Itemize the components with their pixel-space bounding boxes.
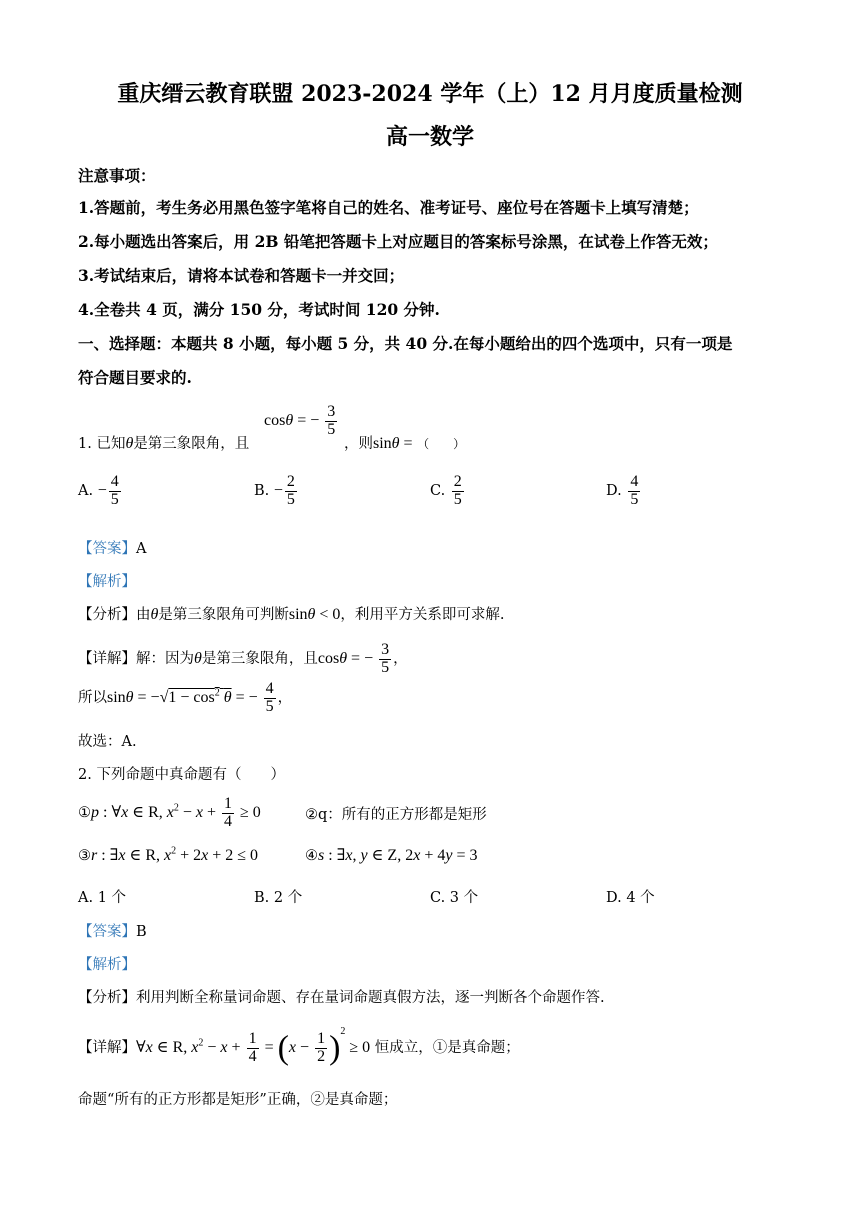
q2-prop-4: ④s : ∃x, y ∈ Z, 2x + 4y = 3 [305, 847, 478, 864]
q2-last-line: 命题“所有的正方形都是矩形”正确，②是真命题； [78, 1092, 398, 1108]
q2-stem: 2. 下列命题中真命题有（ ） [78, 767, 285, 783]
q1-detail-sin: 所以$\sin\theta = -√1 - \cos^2 \theta$ = − $\frac{4}{5}$ ， [78, 680, 293, 715]
q1-stem [78, 432, 249, 453]
note-item-3: 3.考试结束后，请将本试卷和答题卡一并交回； [78, 266, 405, 285]
q1-mid: 是第三象限角，且 [133, 436, 250, 452]
note-item-1: 1.答题前，考生务必用黑色签字笔将自己的姓名、准考证号、座位号在答题卡上填写清楚； [78, 198, 699, 217]
q1-option-a: A. − $\frac{4}{5}$ [78, 473, 119, 508]
q2-prop-3: ③r : ∃x ∈ R, $x^2 + 2x + 2 \le 0$ [78, 845, 259, 864]
q2-prop-2: ②q：所有的正方形都是矩形 [305, 807, 487, 823]
q1-prefix: 1. 已知 [78, 436, 126, 452]
notes-heading: 注意事项： [78, 166, 156, 185]
section-heading: 一、选择题：本题共 8 小题，每小题 5 分，共 40 分.在每小题给出的四个选项中，只有一项是 [78, 334, 733, 353]
q1-choose: 故选：A. [78, 734, 137, 750]
q2-answer: 【答案】B [78, 924, 147, 940]
q2-option-c: C. 3 个 [430, 890, 479, 906]
q1-fenxi: 【分析】由θ是第三象限角可判断sinθ < 0，利用平方关系即可求解. [78, 606, 505, 623]
exam-title: 重庆缙云教育联盟 2023-2024 学年（上）12 月月度质量检测 [117, 81, 743, 107]
q1-then: ，则sinθ = （ ） [344, 435, 466, 452]
q1-option-c: C. $\frac{2}{5}$ [430, 473, 462, 508]
q2-option-d: D. 4 个 [606, 890, 655, 906]
q1-option-b: B. − $\frac{2}{5}$ [254, 473, 295, 508]
q2-analysis-tag: 【解析】 [78, 957, 136, 973]
q2-fenxi: 【分析】利用判断全称量词命题、存在量词命题真假方法，逐一判断各个命题作答. [78, 990, 605, 1006]
q1-analysis-tag: 【解析】 [78, 574, 136, 590]
q2-prop-1: ①p : ∀x ∈ R, $x^2 - x$ + $\frac{1}{4}$ ≥ 0 [78, 795, 261, 830]
section-heading-cont: 符合题目要求的. [78, 368, 192, 387]
q1-answer: 【答案】A [78, 541, 147, 557]
q2-option-a: A. 1 个 [78, 890, 127, 906]
q2-detail: 【详解】∀x ∈ R, $x^2 - x$ + $\frac{1}{4}$ = (x − $\frac{1}{2}$ )$^2$ ≥ 0 恒成立，①是真命题； [78, 1026, 520, 1067]
note-item-4: 4.全卷共 4 页，满分 150 分，考试时间 120 分钟. [78, 300, 440, 319]
q1-detail: 【详解】解：因为θ是第三象限角，且cosθ = − $\frac{3}{5}$ ， [78, 641, 408, 676]
exam-subject: 高一数学 [385, 124, 474, 150]
q1-cos-condition: cosθ = − $\frac{3}{5}$ [264, 403, 336, 438]
theta: θ [125, 435, 134, 452]
q1-option-d: D. $\frac{4}{5}$ [606, 473, 639, 508]
note-item-2: 2.每小题选出答案后，用 2B 铅笔把答题卡上对应题目的答案标号涂黑，在试卷上作答无效； [78, 232, 718, 251]
q2-option-b: B. 2 个 [254, 890, 303, 906]
